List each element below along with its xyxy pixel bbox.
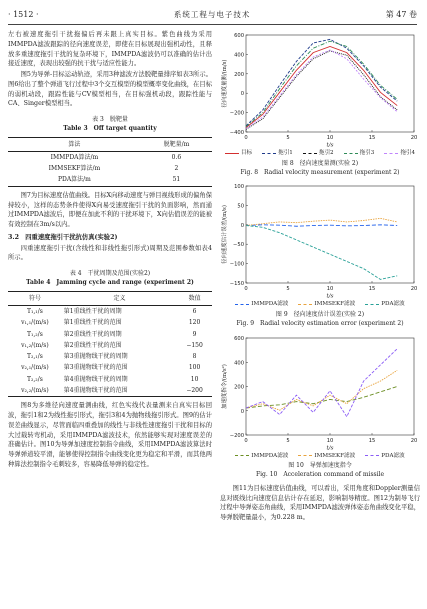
y-axis-label: 径向速度估计误差/(m/s)	[222, 205, 228, 265]
paragraph: 图5为导弹-目标运动轨迹，采用3种滤波方法脱靶量排序如表3所示。图6给出了整个弹道飞行过程中3个交互模型的模型概率变化曲线，在目标的弱机动段，跟踪性能与CV模型相当，在目标强机动段，跟踪性能与CA、Singer模型相当。	[8, 71, 212, 108]
y-tick-label: 0	[240, 408, 244, 415]
table-caption: 表 4 干扰周期及范围(实验2)	[69, 270, 151, 278]
table-row	[8, 362, 212, 373]
y-tick-label: −200	[229, 432, 244, 439]
legend-item	[225, 149, 252, 158]
x-tick-label: 20	[410, 437, 418, 444]
table-cell: 8	[192, 353, 197, 361]
y-tick-label: 400	[234, 52, 244, 59]
x-tick-label: 20	[410, 286, 418, 293]
y-tick-label: 0	[240, 91, 244, 98]
table-cell: 9	[192, 330, 197, 338]
table-cell: 第1重线性干扰的周期	[63, 307, 122, 315]
table-row	[8, 351, 212, 362]
table-cell: v₂,₁/(m/s)	[21, 364, 49, 372]
table-cell: IMMPDA算法/m	[50, 153, 99, 161]
legend-swatch	[365, 304, 379, 305]
figure-caption-en: Fig. 8 Radial velocity measurement (experiment 2)	[240, 168, 400, 176]
table-row	[8, 340, 212, 351]
table-cell: 第2重线性干扰的范围	[63, 341, 122, 349]
table-jamming	[8, 291, 212, 398]
table-cell: −200	[177, 385, 212, 397]
table-header: 定义	[62, 291, 177, 305]
table-cell: 第1重线性干扰的范围	[63, 319, 122, 327]
table-cell: T₁,₁/s	[26, 307, 43, 315]
figure-8	[220, 30, 420, 177]
legend-label: IMMPDA滤波	[251, 301, 289, 308]
table-cell: IMMSEKF算法/m	[48, 165, 101, 173]
table-cell: v₂,₂/(m/s)	[8, 385, 62, 397]
x-axis-label: t/s	[326, 142, 334, 148]
legend-label: PDA滤波	[381, 452, 405, 459]
table-cell: 第4重抛物线干扰的周期	[63, 375, 128, 383]
x-tick-label: 15	[368, 135, 376, 141]
x-tick-label: 10	[326, 286, 334, 293]
paragraph: 左右被速度拖引干扰拖偏后再未跟上真实目标。紫色曲线为采用IMMPDA滤波跟踪的径向速度误差，即使在目标展现出强机动性，且释放多重速度拖引干扰的复杂环境下，IMMPDA滤波仍可以准确的估计出接近速度，表现出较强的抗干扰与适应性能力。	[8, 31, 212, 68]
series-line	[246, 219, 397, 226]
chart-legend	[220, 452, 420, 461]
header-rule	[8, 24, 417, 25]
table-caption: 表 3 脱靶量	[92, 116, 128, 123]
legend-swatch	[384, 153, 398, 154]
table-row	[8, 374, 212, 385]
y-tick-label: 600	[234, 335, 244, 342]
table-header: 算法	[8, 137, 141, 151]
table-header: 符号	[8, 291, 62, 305]
table-row	[8, 329, 212, 340]
series-line	[246, 370, 397, 410]
table-cell: T₂,₁/s	[26, 353, 43, 361]
legend-swatch	[344, 153, 358, 154]
table-cell: 2	[174, 165, 179, 173]
table-cell: 10	[190, 375, 199, 383]
table-header: 数值	[177, 291, 212, 305]
table-caption-en: Table 3 Off target quantity	[63, 125, 157, 133]
y-tick-label: −100	[229, 261, 244, 268]
table-cell: −150	[186, 341, 203, 349]
journal-title: 系统工程与电子技术	[173, 10, 251, 20]
legend-label: 拖引4	[400, 150, 416, 156]
y-tick-label: 100	[234, 184, 244, 191]
legend-item	[235, 300, 288, 309]
legend-label: IMMSEKF滤波	[314, 301, 356, 308]
velocity-error-chart	[220, 181, 420, 299]
plot-frame	[246, 186, 414, 283]
table-row	[8, 305, 212, 317]
legend-swatch	[225, 153, 239, 154]
table-cell: 第2重线性干扰的周期	[63, 330, 122, 338]
legend-item	[235, 452, 288, 461]
table-cell: 120	[188, 319, 201, 327]
figure-caption-en: Fig. 10 Acceleration command of missile	[255, 471, 385, 479]
legend-item	[344, 149, 375, 158]
y-tick-label: −400	[229, 130, 244, 136]
series-line	[246, 226, 397, 280]
x-tick-label: 10	[326, 135, 334, 141]
figure-10	[220, 333, 420, 480]
x-axis-label: t/s	[326, 445, 334, 451]
figure-caption-en: Fig. 9 Radial velocity estimation error (experiment 2)	[236, 320, 404, 328]
table-row	[8, 151, 212, 163]
y-tick-label: −50	[233, 242, 244, 249]
x-tick-label: 15	[368, 437, 376, 444]
series-line	[246, 51, 397, 129]
table-row	[8, 163, 212, 174]
legend-label: 拖引3	[359, 150, 375, 156]
x-tick-label: 5	[286, 437, 290, 444]
y-tick-label: −150	[229, 281, 244, 288]
table-cell: 6	[192, 307, 197, 315]
y-tick-label: 200	[234, 384, 244, 390]
table-cell: v₁,₁/(m/s)	[21, 319, 49, 327]
x-tick-label: 5	[286, 286, 290, 293]
paragraph: 图8为多维径向速度量测曲线，红色实线代表量测来自真实目标回波，拖引1和2为线性拖引形式，拖引3和4为抛物线拖引形式。图9的估计误差曲线显示，尽管面临四重叠加的线性与非线性速度拖引干扰和目标的大过载转弯机动，采用IMMPDA滤波技术，依然能够实现对速度误差的准确估计。图10为导弹加速度控制指令曲线，采用IMMPDA滤波算法时导弹弹道较平滑，能够使得控制指令曲线变化更为稳定和平滑，而其他两种算法控制指令毛刺较多，容易降低导弹的稳定性。	[8, 402, 212, 468]
legend-label: IMMSEKF滤波	[314, 452, 356, 459]
legend-item	[365, 452, 404, 461]
section-heading: 3.2 四重速度拖引干扰抗仿真(实验2)	[8, 233, 118, 241]
y-tick-label: 50	[237, 203, 244, 210]
figure-caption: 图 10 导弹加速度指令	[288, 462, 352, 470]
legend-item	[298, 300, 355, 309]
legend-label: 拖引1	[278, 150, 293, 156]
legend-label: 目标	[240, 150, 253, 156]
table-cell: 第3重抛物线干扰的范围	[63, 364, 128, 372]
table-row	[8, 317, 212, 328]
paragraph: 图11为目标速度估值曲线，可以看出，采用角度和Doppler测量信息对既线比向速度信息估计存在延迟，影响制导精度。图12为制导飞行过程中导弹姿态角曲线，采用IMMPDA滤波弹体姿态角曲线变化平稳，导弹脱靶量最小，为0.228 m。	[220, 484, 420, 521]
radial-velocity-chart	[220, 30, 420, 148]
paragraph: 图7为目标速度估值曲线。目标X向移动速度与弹目视线形成的偏角保持较小，这样的态势条件使得X向易受速度拖引干扰的负面影响，然而通过IMMPDA滤波后，即便在加此不利的干扰环境下，X向估值误差的能被有效控制在3m/s以内。	[8, 191, 212, 229]
legend-label: IMMPDA滤波	[251, 452, 289, 459]
y-tick-label: 400	[234, 359, 244, 366]
legend-swatch	[298, 304, 312, 305]
paragraph: 四重速度拖引干扰(含线性和非线性拖引形式)周期及范围参数如表4所示。	[8, 244, 212, 262]
right-column	[220, 30, 420, 524]
table-cell: 0.6	[171, 153, 182, 161]
table-cell: 第4重抛物线干扰的范围	[62, 385, 177, 397]
table-off-target	[8, 137, 212, 187]
volume-label: 第 47 卷	[385, 9, 417, 19]
table-cell: 51	[141, 174, 212, 186]
page-header	[8, 8, 417, 22]
legend-item	[365, 300, 404, 309]
chart-legend	[220, 149, 420, 158]
legend-swatch	[235, 304, 249, 305]
figure-caption: 图 9 径向速度估计误差(实验 2)	[275, 310, 365, 318]
series-line	[246, 225, 397, 226]
plot-frame	[246, 338, 414, 435]
table-row	[8, 385, 212, 397]
legend-item	[298, 452, 355, 461]
table-cell: T₁,₂/s	[26, 330, 43, 338]
y-tick-label: 0	[240, 223, 244, 230]
x-tick-label: 0	[244, 135, 248, 141]
table-cell: PDA算法/m	[8, 174, 141, 186]
series-line	[246, 46, 397, 127]
x-axis-label: t/s	[326, 293, 334, 300]
table-cell: T₂,₂/s	[26, 375, 43, 383]
left-column	[8, 30, 212, 471]
legend-swatch	[303, 153, 317, 154]
table-row	[8, 174, 212, 186]
y-tick-label: −200	[229, 110, 244, 117]
chart-legend	[220, 300, 420, 309]
acceleration-command-chart	[220, 333, 420, 451]
legend-item	[262, 149, 293, 158]
y-axis-label: 径向速度量测/(m/s)	[222, 59, 228, 108]
x-tick-label: 10	[326, 437, 334, 444]
legend-label: PDA滤波	[381, 301, 405, 308]
y-tick-label: 600	[234, 33, 244, 39]
table-caption-en: Table 4 Jamming cycle and range (experiment 2)	[26, 279, 194, 287]
x-tick-label: 5	[286, 135, 290, 141]
figure-9	[220, 181, 420, 328]
legend-swatch	[235, 455, 249, 456]
y-axis-label: 加速度指令/(m/s²)	[222, 363, 228, 409]
figure-caption: 图 8 径向速度量测(实验 2)	[281, 159, 359, 167]
x-tick-label: 15	[368, 286, 376, 293]
legend-swatch	[365, 455, 379, 456]
table-header: 脱靶量/m	[141, 137, 212, 151]
series-line	[246, 386, 397, 408]
legend-label: 拖引2	[318, 150, 334, 156]
legend-item	[303, 149, 334, 158]
y-tick-label: 200	[234, 71, 244, 78]
x-tick-label: 0	[244, 437, 248, 444]
table-cell: 第3重抛物线干扰的周期	[63, 353, 128, 361]
series-line	[246, 39, 397, 125]
x-tick-label: 0	[244, 286, 248, 293]
page-number: · 1512 ·	[8, 9, 39, 19]
table-cell: v₁,₂/(m/s)	[21, 341, 49, 349]
table-cell: 100	[188, 364, 201, 372]
legend-item	[384, 149, 415, 158]
series-line	[246, 348, 397, 416]
x-tick-label: 20	[410, 135, 418, 141]
legend-swatch	[262, 153, 276, 154]
legend-swatch	[298, 455, 312, 456]
